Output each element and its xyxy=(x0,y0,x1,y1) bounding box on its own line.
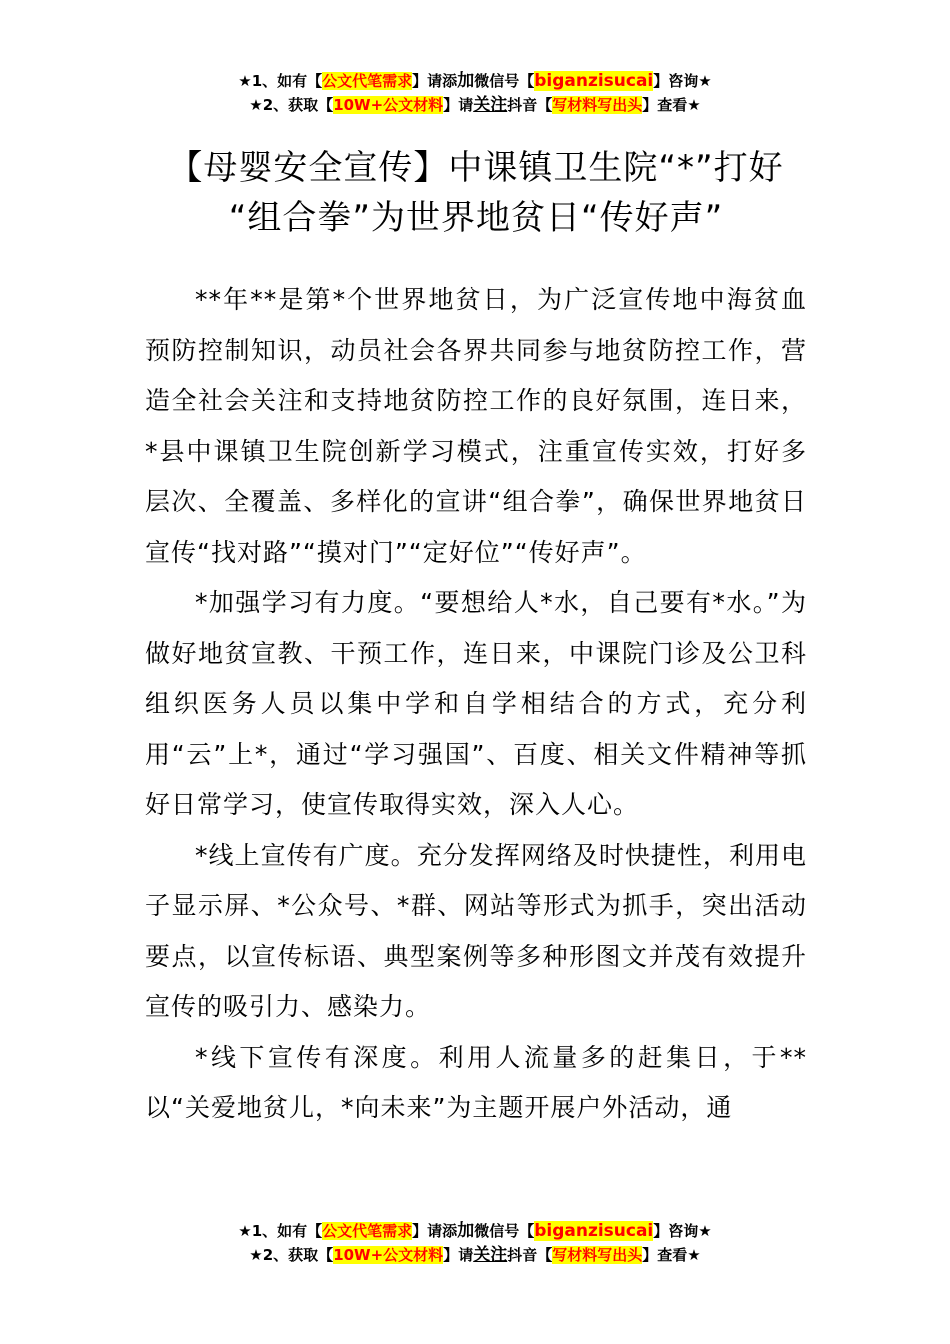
promo-emphasis: 加 xyxy=(457,71,475,91)
promo-line-1 xyxy=(0,1219,950,1243)
promo-emphasis: 关注 xyxy=(473,1245,508,1265)
promo-text: ★1、如有【 xyxy=(238,72,323,90)
title-line-2: “组合拳”为世界地贫日“传好声” xyxy=(228,197,724,238)
paragraph-offline: *线下宣传有深度。利用人流量多的赶集日，于**以“关爱地贫儿，*向未来”为主题开展户外活动，通 xyxy=(145,1042,807,1122)
promo-banner-top xyxy=(0,69,950,117)
promo-text: 】查看★ xyxy=(642,1246,701,1264)
promo-text: 抖音【 xyxy=(507,96,553,114)
promo-line-2 xyxy=(0,1243,950,1267)
document-title xyxy=(140,143,812,243)
paragraph-online: *线上宣传有广度。充分发挥网络及时快捷性，利用电子显示屏、*公众号、*群、网站等形式为抓手，突出活动要点，以宣传标语、典型案例等多种形图文并茂有效提升宣传的吸引力、感染力。 xyxy=(145,840,807,1021)
promo-banner-bottom xyxy=(0,1219,950,1267)
promo-highlight: 公文代笔需求 xyxy=(322,1222,413,1240)
promo-highlight: 写材料写出头 xyxy=(552,96,643,114)
promo-text: ★2、获取【 xyxy=(249,1246,334,1264)
promo-line-2 xyxy=(0,93,950,117)
title-line-1: 【母婴安全宣传】中课镇卫生院“*”打好 xyxy=(168,147,784,188)
promo-text: 微信号【 xyxy=(474,1222,535,1240)
promo-text: 】请 xyxy=(443,96,474,114)
promo-highlight: 10W+公文材料 xyxy=(333,96,444,114)
promo-text: 抖音【 xyxy=(507,1246,553,1264)
promo-line-1 xyxy=(0,69,950,93)
promo-text: 】请 xyxy=(443,1246,474,1264)
promo-text: 】请添 xyxy=(412,1222,458,1240)
promo-text: 】请添 xyxy=(412,72,458,90)
promo-highlight: biganzisucai xyxy=(534,71,654,91)
promo-emphasis: 关注 xyxy=(473,95,508,115)
promo-text: 】咨询★ xyxy=(653,1222,712,1240)
document-body xyxy=(145,275,807,1134)
promo-emphasis: 加 xyxy=(457,1221,475,1241)
promo-highlight: 写材料写出头 xyxy=(552,1246,643,1264)
paragraph-intro: **年**是第*个世界地贫日，为广泛宣传地中海贫血预防控制知识，动员社会各界共同参与地贫防控工作，营造全社会关注和支持地贫防控工作的良好氛围，连日来，*县中课镇卫生院创新学习模式，注重宣传实效，打好多层次、全覆盖、多样化的宣讲“组合拳”，确保世界地贫日宣传“找对路”“摸对门”“定好位”“传好声”。 xyxy=(145,285,807,567)
promo-highlight: 10W+公文材料 xyxy=(333,1246,444,1264)
promo-text: 】查看★ xyxy=(642,96,701,114)
promo-text: 微信号【 xyxy=(474,72,535,90)
promo-highlight: biganzisucai xyxy=(534,1221,654,1241)
promo-text: 】咨询★ xyxy=(653,72,712,90)
promo-text: ★1、如有【 xyxy=(238,1222,323,1240)
promo-text: ★2、获取【 xyxy=(249,96,334,114)
promo-highlight: 公文代笔需求 xyxy=(322,72,413,90)
paragraph-study: *加强学习有力度。“要想给人*水，自己要有*水。”为做好地贫宣教、干预工作，连日来，中课院门诊及公卫科组织医务人员以集中学和自学相结合的方式，充分利用“云”上*，通过“学习强国”、百度、相关文件精神等抓好日常学习，使宣传取得实效，深入人心。 xyxy=(145,588,807,819)
